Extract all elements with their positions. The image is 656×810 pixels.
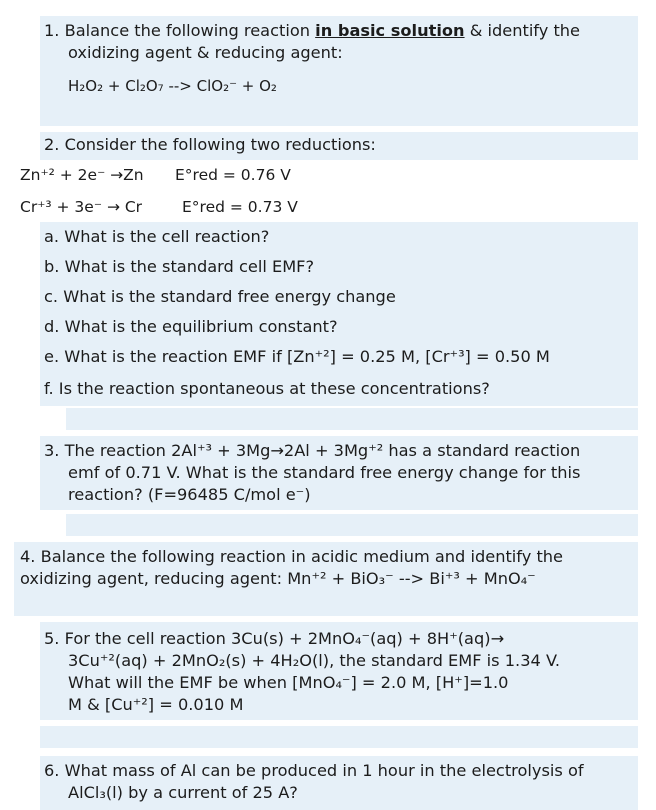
q1-line2: oxidizing agent & reducing agent: — [68, 43, 343, 62]
spacer-band-1 — [66, 408, 638, 430]
q1-line1-suffix: & identify the — [464, 21, 581, 40]
q1-line1-prefix: 1. Balance the following reaction — [44, 21, 316, 40]
q2-part-b: b. What is the standard cell EMF? — [44, 257, 315, 276]
q2-part-c: c. What is the standard free energy change — [44, 287, 396, 306]
q3-line1: 3. The reaction 2Al⁺³ + 3Mg→2Al + 3Mg⁺² has a standard reaction — [44, 441, 581, 460]
q2-reaction-2-potential: E°red = 0.73 V — [182, 198, 298, 216]
q1-emphasis: in basic solution — [315, 21, 465, 40]
q2-reaction-1: Zn⁺² + 2e⁻ →Zn — [20, 166, 144, 184]
q5-line2: 3Cu⁺²(aq) + 2MnO₂(s) + 4H₂O(l), the standard EMF is 1.34 V. — [68, 651, 561, 670]
q2-part-f: f. Is the reaction spontaneous at these concentrations? — [44, 379, 490, 398]
q2-part-d: d. What is the equilibrium constant? — [44, 317, 338, 336]
spacer-band-2 — [66, 514, 638, 536]
q1-line1 — [44, 20, 580, 42]
q3-line3: reaction? (F=96485 C/mol e⁻) — [68, 485, 311, 504]
q2-title: 2. Consider the following two reductions: — [44, 135, 376, 154]
q2-part-a: a. What is the cell reaction? — [44, 227, 270, 246]
q1-equation: H₂O₂ + Cl₂O₇ --> ClO₂⁻ + O₂ — [68, 77, 277, 95]
q6-line2: AlCl₃(l) by a current of 25 A? — [68, 783, 298, 802]
q2-part-e: e. What is the reaction EMF if [Zn⁺²] = 0.25 M, [Cr⁺³] = 0.50 M — [44, 347, 550, 366]
q5-line4: M & [Cu⁺²] = 0.010 M — [68, 695, 244, 714]
q4-line2: oxidizing agent, reducing agent: Mn⁺² + BiO₃⁻ --> Bi⁺³ + MnO₄⁻ — [20, 569, 536, 588]
spacer-band-3 — [40, 726, 638, 748]
q5-line1: 5. For the cell reaction 3Cu(s) + 2MnO₄⁻(aq) + 8H⁺(aq)→ — [44, 629, 505, 648]
q4-line1: 4. Balance the following reaction in acidic medium and identify the — [20, 547, 564, 566]
q2-reaction-1-potential: E°red = 0.76 V — [175, 166, 291, 184]
q6-line1: 6. What mass of Al can be produced in 1 hour in the electrolysis of — [44, 761, 584, 780]
q5-line3: What will the EMF be when [MnO₄⁻] = 2.0 M, [H⁺]=1.0 — [68, 673, 509, 692]
q2-reaction-2: Cr⁺³ + 3e⁻ → Cr — [20, 198, 143, 216]
q3-line2: emf of 0.71 V. What is the standard free energy change for this — [68, 463, 581, 482]
